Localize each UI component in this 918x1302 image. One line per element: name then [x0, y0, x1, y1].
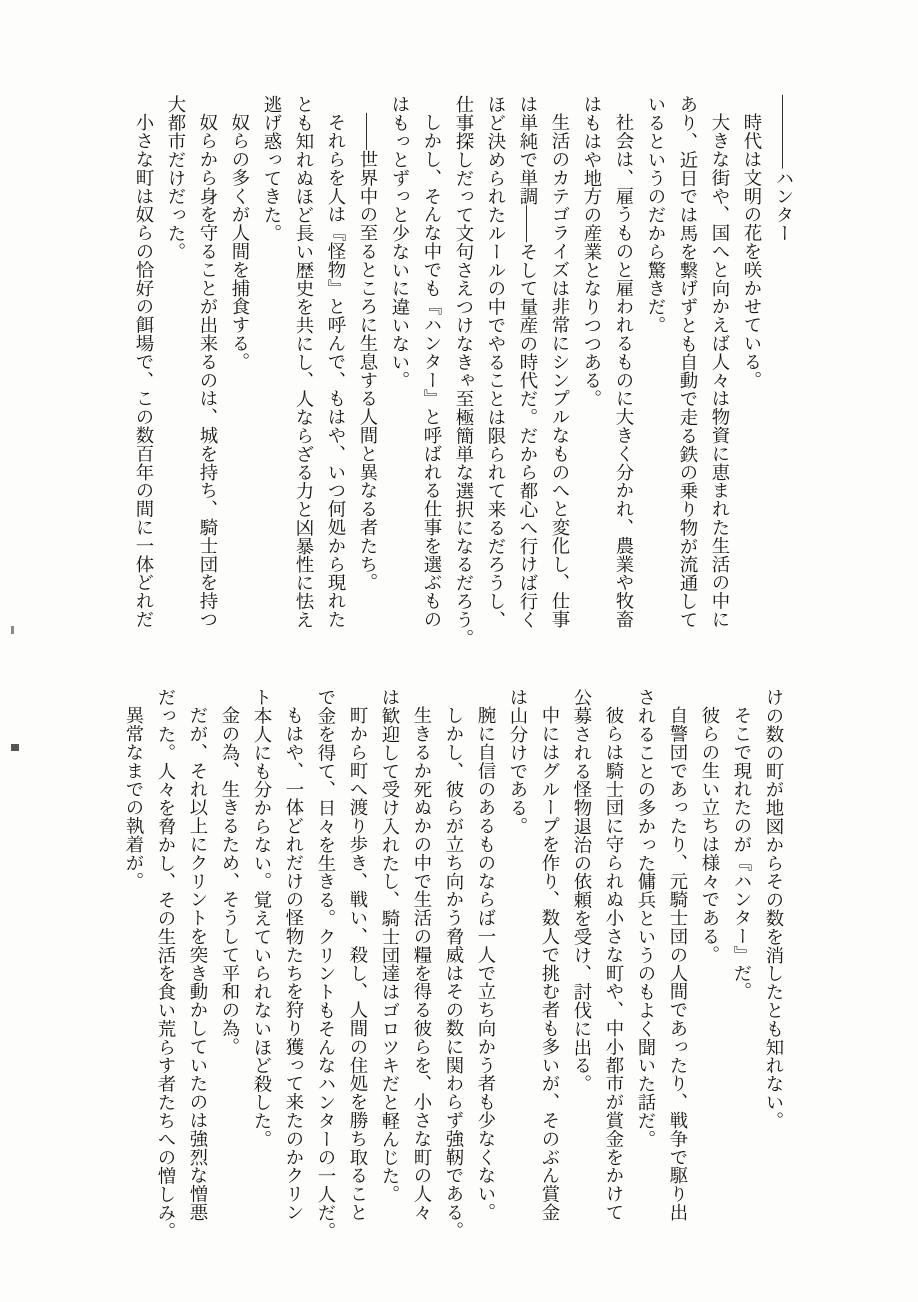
text-line: はもはや地方の産業となりつつある。 [582, 95, 602, 408]
text-line: しかし、彼らが立ち向かう脅威はその数に関わらず強靭である。 [444, 706, 464, 1240]
text-line: いるというのだから驚きだ。 [646, 95, 666, 335]
text-line: はもっとずっと少ないに違いない。 [390, 95, 410, 390]
text-line: 生活のカテゴライズは非常にシンプルなものへと変化し、仕事 [550, 113, 570, 629]
text-line: 小さな町は奴らの恰好の餌場で、この数百年の間に一体どれだ [134, 113, 154, 629]
text-line: 大きな街や、国へと向かえば人々は物資に恵まれた生活の中に [710, 113, 730, 629]
text-line: だった。人々を脅かし、その生活を食い荒らす者たちへの憎しみ。 [156, 688, 176, 1240]
text-line: 自警団であったり、元騎士団の人間であったり、戦争で駆り出 [668, 706, 688, 1222]
scan-artifact-speck [11, 744, 19, 751]
text-line: ト本人にも分からない。覚えていられないほど殺した。 [252, 688, 272, 1148]
text-line: は歓迎して受け入れたし、騎士団達はゴロツキだと軽んじた。 [380, 688, 400, 1204]
text-line: 奴らから身を守ることが出来るのは、城を持ち、騎士団を持つ [198, 113, 218, 629]
text-line: そこで現れたのが『ハンター』だ。 [732, 706, 752, 1001]
text-line: だが、それ以上にクリントを突き動かしていたのは強烈な憎悪 [188, 706, 208, 1222]
text-line: 腕に自信のあるものならば一人で立ち向かう者も少なくない。 [476, 706, 496, 1222]
text-line: とも知れぬほど長い歴史を共にし、人ならざる力と凶暴性に怯え [294, 95, 314, 629]
text-line: 中にはグループを作り、数人で挑む者も多いが、そのぶん賞金 [540, 706, 560, 1222]
text-line: 彼らは騎士団に守られぬ小さな町や、中小都市が賞金をかけて [604, 706, 624, 1222]
prologue-top-block [128, 95, 800, 670]
text-line: しかし、そんな中でも『ハンター』と呼ばれる仕事を選ぶもの [422, 113, 442, 629]
text-line: 逃げ惑ってきた。 [262, 95, 282, 243]
text-line: あり、近日では馬を繋げずとも自動で走る鉄の乗り物が流通して [678, 95, 698, 629]
text-line: けの数の町が地図からその数を消したとも知れない。 [764, 688, 784, 1130]
text-line: 金の為、生きるため、そうして平和の為。 [220, 706, 240, 1056]
scan-artifact-speck [11, 626, 14, 634]
text-line: ほど決められたルールの中でやることは限られて来るだろうし、 [486, 95, 506, 629]
text-line: 仕事探しだって文句さえつけなきゃ至極簡単な選択になるだろう。 [454, 95, 474, 647]
text-line: は単純で単調――そして量産の時代だ。だから都心へ行けば行く [518, 95, 538, 629]
section-title: ――――ハンター [774, 95, 794, 243]
text-line: 公募される怪物退治の依頼を受け、討伐に出る。 [572, 688, 592, 1093]
text-line: それらを人は『怪物』と呼んで、もはや、いつ何処から現れた [326, 113, 346, 629]
text-line: 奴らの多くが人間を捕食する。 [230, 113, 250, 371]
prologue-bottom-block [118, 688, 790, 1263]
text-line: 異常なまでの執着が。 [124, 706, 144, 891]
text-line: 大都市だけだった。 [166, 95, 186, 261]
text-line: ――世界中の至るところに生息する人間と異なる者たち。 [358, 113, 378, 592]
text-line: 生きるか死ぬかの中で生活の糧を得る彼らを、小さな町の人々 [412, 706, 432, 1222]
text-line: されることの多かった傭兵というのもよく聞いた話だ。 [636, 688, 656, 1148]
text-line: 社会は、雇うものと雇われるものに大きく分かれ、農業や牧畜 [614, 113, 634, 629]
text-line: 時代は文明の花を咲かせている。 [742, 113, 762, 390]
text-line: は山分けである。 [508, 688, 528, 836]
text-line: で金を得て、日々を生きる。クリントもそんなハンターの一人だ。 [316, 688, 336, 1240]
text-line: 彼らの生い立ちは様々である。 [700, 706, 720, 964]
text-line: もはや、一体どれだけの怪物たちを狩り獲って来たのかクリン [284, 706, 304, 1222]
text-line: 町から町へ渡り歩き、戦い、殺し、人間の住処を勝ち取ること [348, 706, 368, 1222]
